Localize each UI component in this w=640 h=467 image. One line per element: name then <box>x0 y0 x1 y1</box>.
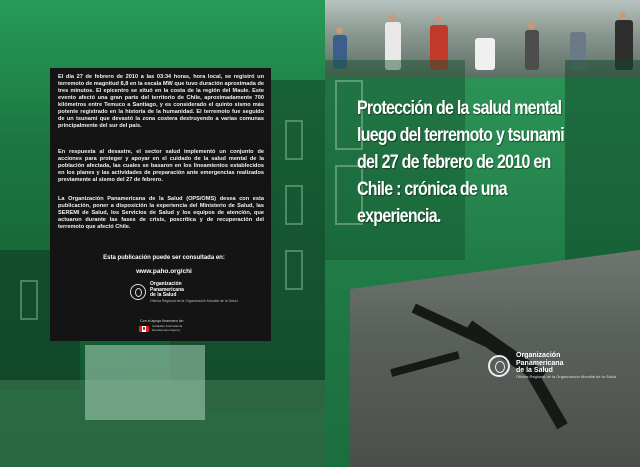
back-paragraph-3: La Organización Panamericana de la Salud (OPS/OMS) desea con esta publicación, poner a disposición la experiencia del Ministerio de Salud, las SEREMI de Salud, los Servicios de Salud y los equipos de atención, que actuaron durante las fases de crisis, poscrítica y de recuperación del terremoto que afectó Chile. <box>58 196 264 230</box>
front-cover <box>325 0 640 467</box>
person-head <box>389 14 396 21</box>
canada-text-line: Canadian International <box>152 324 183 328</box>
person-head <box>435 16 442 23</box>
window-shape <box>285 250 303 290</box>
person-head <box>336 27 343 34</box>
ops-seal-icon <box>130 284 146 300</box>
ops-name-line: de la Salud <box>516 367 553 374</box>
canada-flag-icon <box>139 326 149 332</box>
back-paragraph-2: En respuesta al desastre, el sector salud implementó un conjunto de acciones para proteger y apoyar en el cuidado de la salud mental de la población afectada, las cuales se basaron en los lineamientos establecidos en los planes y las actividades de preparación ante emergencias realizados previamente al sismo del 27 de febrero. <box>58 149 264 183</box>
window-shape <box>285 185 303 225</box>
ops-seal-icon <box>488 355 510 377</box>
ops-logo-small <box>130 282 238 303</box>
rubble-image <box>85 345 205 420</box>
ops-name-line: Organización <box>516 352 561 359</box>
canada-logo <box>139 325 182 332</box>
consult-text: Esta publicación puede ser consultada en: <box>103 255 225 261</box>
road-crack <box>390 351 460 377</box>
ops-subtitle: Oficina Regional de la Organización Mundial de la Salud <box>150 298 238 303</box>
cover-title: Protección de la salud mental luego del terremoto y tsunami del 27 de febrero de 2010 en Chile : crónica de una experiencia. <box>357 97 564 227</box>
back-paragraph-1: El día 27 de febrero de 2010 a las 03:34 horas, hora local, se registró un terremoto de magnitud 8,8 en la escala MW que tuvo duración aproximada de tres minutos. El epicentro se situó en la costa de la región del Maule. Este evento afectó una gran parte del territorio de Chile, aproximadamente 700 kilómetros entre Temuco a Santiago, y es considerado el quinto sismo más potente registrado en la historia de la humanidad. El terremoto fue seguido de un tsunami que devastó la zona costera destruyendo a varias comunas principalmente del sur del país. <box>58 74 264 129</box>
person-head <box>528 22 535 29</box>
window-shape <box>20 280 38 320</box>
person-shape <box>475 38 495 70</box>
canada-text-line: Development Agency <box>152 327 181 332</box>
ops-logo-large <box>488 352 616 379</box>
ops-name-line: de la Salud <box>150 292 177 298</box>
person-shape <box>525 30 539 70</box>
publication-url[interactable]: www.paho.org/chi <box>136 268 192 275</box>
ops-name-line: Panamericana <box>516 359 564 367</box>
ops-subtitle: Oficina Regional de la Organización Mundial de la Salud <box>516 373 617 379</box>
ops-name-line: Organización <box>150 281 182 287</box>
support-text: Con el apoyo financiero de: <box>140 319 184 323</box>
ops-name-line: Panamericana <box>150 286 184 293</box>
person-head <box>619 12 626 19</box>
window-shape <box>285 120 303 160</box>
